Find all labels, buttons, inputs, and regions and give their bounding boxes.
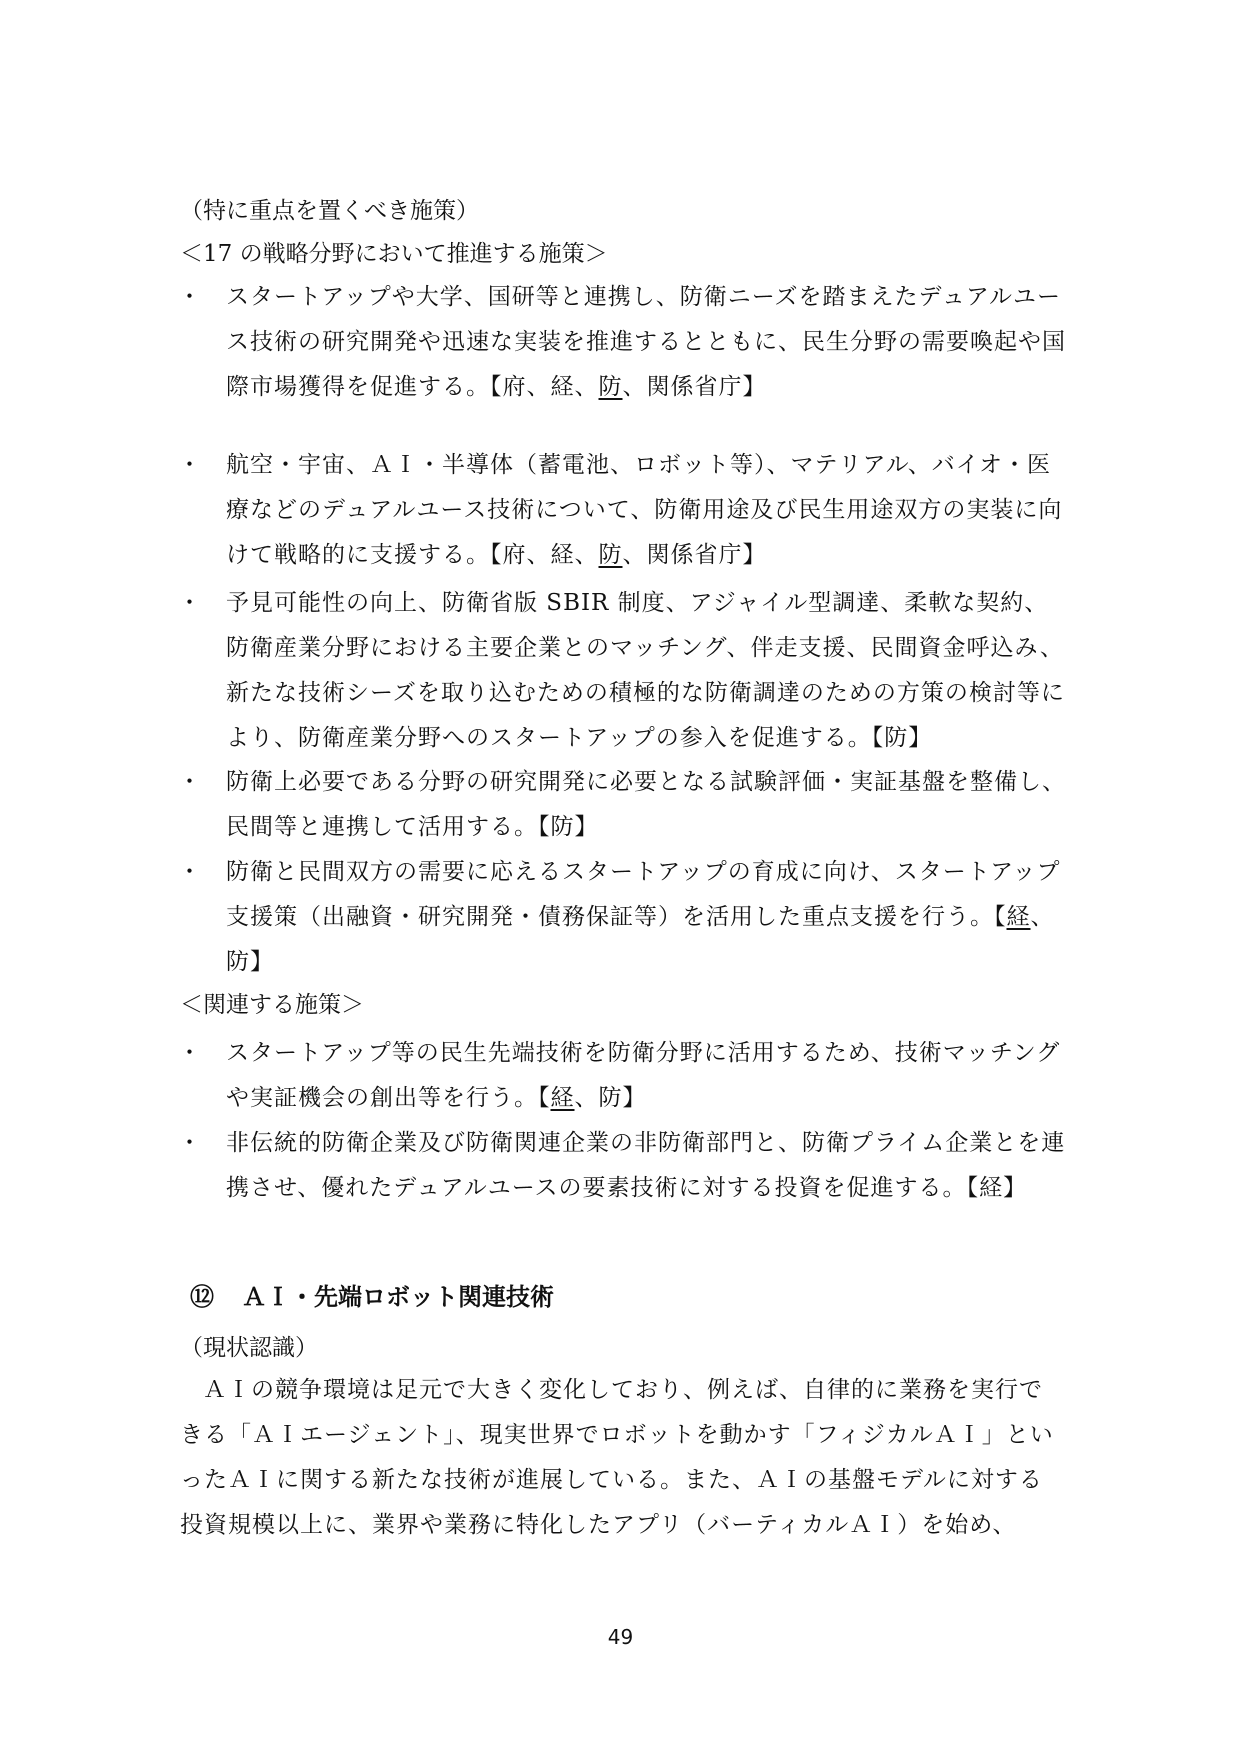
bullet-marker: ・ <box>178 769 201 795</box>
ministry-tag-prefix: 【防】 <box>871 725 933 751</box>
bullet-marker: ・ <box>178 284 201 310</box>
page-number: 49 <box>607 1625 634 1649</box>
list-item <box>226 581 1066 761</box>
ministry-tag-prefix: 【 <box>994 904 1007 930</box>
list-item <box>226 1031 1066 1121</box>
ministry-tag-prefix: 【府、経、 <box>490 374 599 400</box>
subhead-related-measures: ＜関連する施策＞ <box>180 992 364 1018</box>
ministry-tag-underlined: 防 <box>598 374 623 400</box>
list-item <box>226 1121 1066 1211</box>
subhead-strategic-fields: ＜17 の戦略分野において推進する施策＞ <box>180 241 608 267</box>
list-item <box>226 760 1066 850</box>
list-item-text: スタートアップ等の民生先端技術を防衛分野に活用するため、技術マッチングや実証機会の創出等を行う。 <box>226 1040 1061 1111</box>
body-paragraph: ＡＩの競争環境は足元で大きく変化しており、例えば、自律的に業務を実行できる「ＡＩエージェント」、現実世界でロボットを動かす「フィジカルＡＩ」といったＡＩに関する新たな技術が進展している。また、ＡＩの基盤モデルに対する投資規模以上に、業界や業務に特化したアプリ（バーティカルＡＩ）を始め、 <box>180 1377 1054 1538</box>
ministry-tag-underlined: 経 <box>1006 904 1031 930</box>
section-number: ⑫ <box>190 1282 214 1311</box>
ministry-tag-suffix: 、防】 <box>574 1085 647 1111</box>
list-item <box>226 850 1066 985</box>
bullet-marker: ・ <box>178 859 201 885</box>
ministry-tag-underlined: 経 <box>550 1085 575 1111</box>
section-label-priority: （特に重点を置くべき施策） <box>180 198 479 224</box>
ministry-tag-prefix: 【府、経、 <box>490 542 599 568</box>
ministry-tag-prefix: 【防】 <box>538 814 599 840</box>
bullet-marker: ・ <box>178 452 201 478</box>
list-item-text: 防衛上必要である分野の研究開発に必要となる試験評価・実証基盤を整備し、民間等と連携して活用する。 <box>226 769 1066 840</box>
ministry-tag-suffix: 、防】 <box>226 904 1055 975</box>
section-title: ＡＩ・先端ロボット関連技術 <box>242 1282 554 1311</box>
list-item-text: 防衛と民間双方の需要に応えるスタートアップの育成に向け、スタートアップ支援策（出融資・研究開発・債務保証等）を活用した重点支援を行う。 <box>226 859 1061 930</box>
ministry-tag-prefix: 【経】 <box>966 1175 1028 1201</box>
list-item-text: 航空・宇宙、ＡＩ・半導体（蓄電池、ロボット等）、マテリアル、バイオ・医療などのデュアルユース技術について、防衛用途及び民生用途双方の実装に向けて戦略的に支援する。 <box>226 452 1063 568</box>
ministry-tag-suffix: 、関係省庁】 <box>622 374 767 400</box>
section-heading <box>190 1282 554 1312</box>
section-label-current: （現状認識） <box>180 1335 318 1361</box>
ministry-tag-prefix: 【 <box>538 1085 551 1111</box>
ministry-tag-underlined: 防 <box>598 542 623 568</box>
list-item <box>226 275 1066 410</box>
bullet-marker: ・ <box>178 1130 201 1156</box>
list-item-text: 非伝統的防衛企業及び防衛関連企業の非防衛部門と、防衛プライム企業とを連携させ、優れたデュアルユースの要素技術に対する投資を促進する。 <box>226 1130 1066 1201</box>
bullet-marker: ・ <box>178 590 201 616</box>
ministry-tag-suffix: 、関係省庁】 <box>622 542 767 568</box>
list-item-text: スタートアップや大学、国研等と連携し、防衛ニーズを踏まえたデュアルユース技術の研究開発や迅速な実装を推進するとともに、民生分野の需要喚起や国際市場獲得を促進する。 <box>226 284 1066 400</box>
list-item <box>226 443 1066 578</box>
bullet-marker: ・ <box>178 1040 201 1066</box>
list-item-text: 予見可能性の向上、防衛省版 SBIR 制度、アジャイル型調達、柔軟な契約、防衛産業分野における主要企業とのマッチング、伴走支援、民間資金呼込み、新たな技術シーズを取り込むための積極的な防衛調達のための方策の検討等により、防衛産業分野へのスタートアップの参入を促進する。 <box>226 590 1065 751</box>
